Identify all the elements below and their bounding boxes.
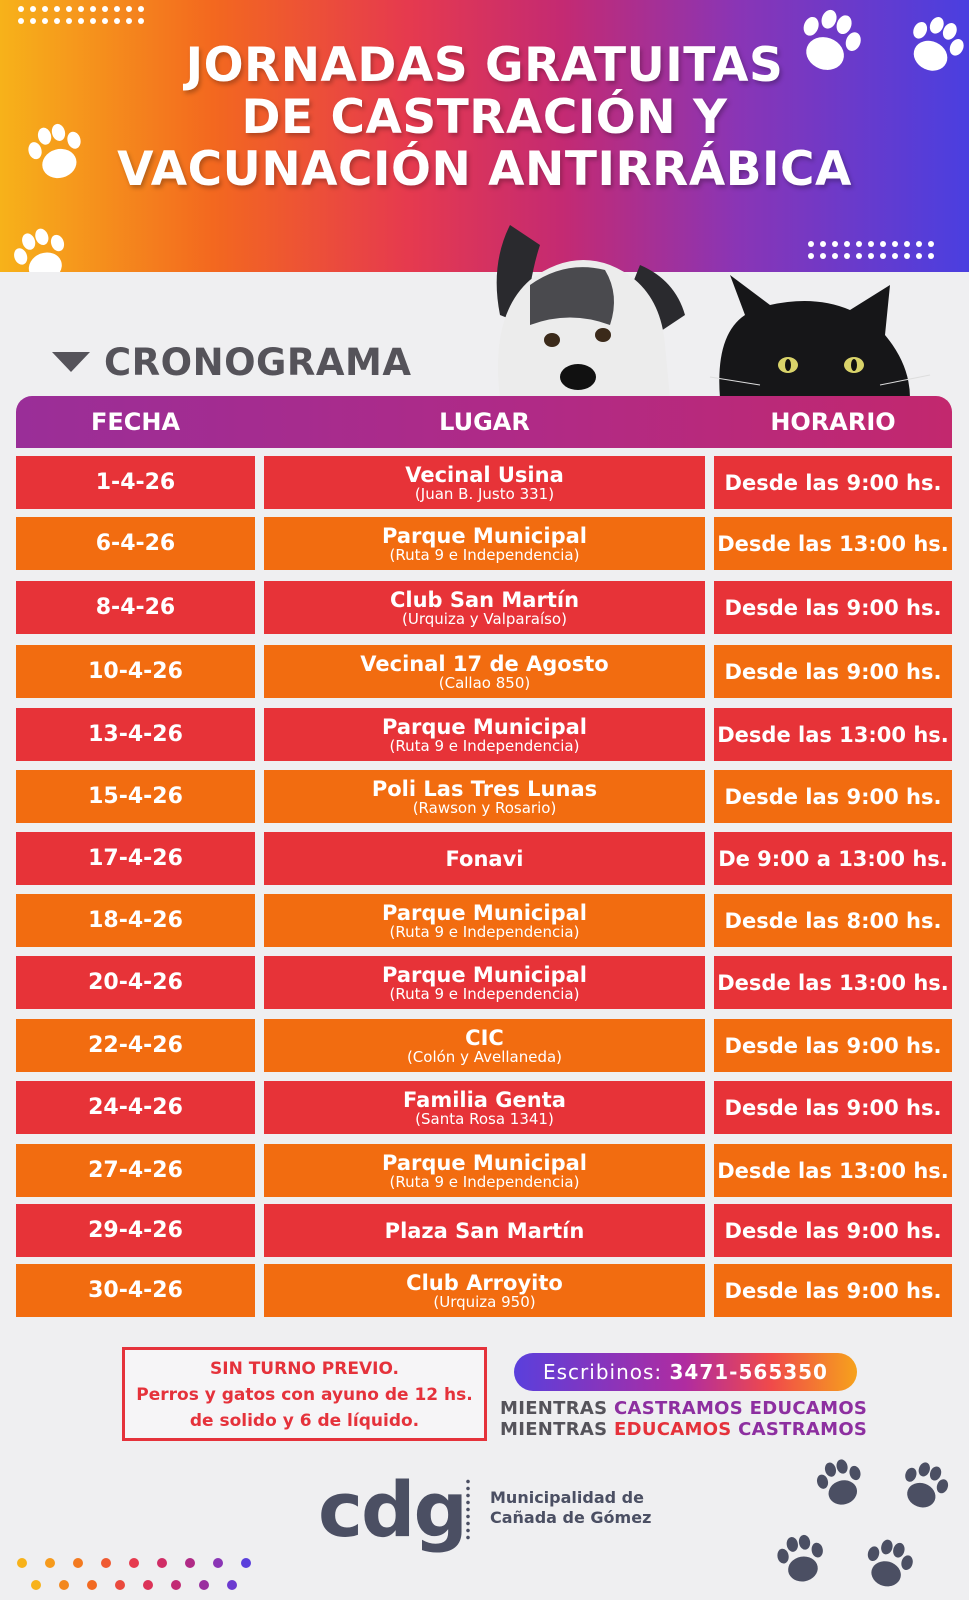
title-line: JORNADAS GRATUITAS [185, 38, 784, 93]
place-address: (Ruta 9 e Independencia) [389, 922, 580, 941]
table-row [16, 956, 952, 1009]
place-name: Familia Genta [403, 1087, 566, 1112]
place-cell [264, 956, 705, 1009]
slogan-word: EDUCAMOS [613, 1419, 732, 1440]
time-cell: Desde las 9:00 hs. [714, 581, 952, 634]
contact-pill[interactable] [514, 1353, 857, 1391]
place-cell [264, 708, 705, 761]
place-cell [264, 645, 705, 698]
paw-icon [895, 1455, 955, 1515]
time-cell: Desde las 13:00 hs. [714, 708, 952, 761]
table-row [16, 1144, 952, 1197]
place-name: CIC [465, 1025, 504, 1050]
place-address: (Colón y Avellaneda) [406, 1047, 563, 1066]
time-cell: Desde las 9:00 hs. [714, 1019, 952, 1072]
divider [466, 1478, 470, 1542]
decorative-color-dots [16, 1555, 256, 1595]
place-name: Poli Las Tres Lunas [371, 776, 598, 801]
date-cell: 22-4-26 [16, 1019, 255, 1072]
section-title: CRONOGRAMA [104, 340, 412, 384]
place-cell [264, 456, 705, 509]
municipality-name [490, 1488, 651, 1528]
notice-line: de solido y 6 de líquido. [189, 1411, 420, 1431]
contact-label: Escribinos: [543, 1360, 663, 1384]
place-address: (Ruta 9 e Independencia) [389, 545, 580, 564]
column-header-time: HORARIO [770, 408, 896, 436]
slogan-line-2 [500, 1419, 867, 1441]
time-cell: Desde las 9:00 hs. [714, 456, 952, 509]
contact-phone[interactable]: 3471-565350 [669, 1360, 828, 1384]
title-line: DE CASTRACIÓN Y [241, 90, 728, 145]
table-row [16, 1204, 952, 1257]
place-address: (Ruta 9 e Independencia) [389, 736, 580, 755]
place-cell [264, 1204, 705, 1257]
table-row [16, 708, 952, 761]
slogan-line-1 [500, 1398, 867, 1420]
slogan-word: EDUCAMOS [749, 1398, 868, 1419]
paw-icon [858, 1532, 920, 1594]
place-name: Plaza San Martín [384, 1218, 585, 1243]
place-cell [264, 1264, 705, 1317]
slogan-word: CASTRAMOS [738, 1419, 868, 1440]
notice-line: SIN TURNO PREVIO. [210, 1359, 399, 1379]
time-cell: Desde las 13:00 hs. [714, 956, 952, 1009]
place-cell [264, 1019, 705, 1072]
slogan-word: CASTRAMOS [613, 1398, 744, 1419]
paw-icon [770, 1527, 832, 1589]
table-row [16, 581, 952, 634]
date-cell: 27-4-26 [16, 1144, 255, 1197]
municipality-line: Cañada de Gómez [490, 1508, 652, 1527]
table-row [16, 517, 952, 570]
place-address: (Urquiza 950) [433, 1292, 536, 1311]
table-row [16, 1081, 952, 1134]
place-cell [264, 770, 705, 823]
place-address: (Ruta 9 e Independencia) [389, 1172, 580, 1191]
place-name: Fonavi [445, 846, 524, 871]
dog-and-cat-illustration [470, 205, 940, 398]
date-cell: 15-4-26 [16, 770, 255, 823]
table-row [16, 1019, 952, 1072]
title-line: VACUNACIÓN ANTIRRÁBICA [117, 142, 852, 197]
table-row [16, 894, 952, 947]
time-cell: Desde las 9:00 hs. [714, 770, 952, 823]
time-cell: Desde las 9:00 hs. [714, 1264, 952, 1317]
date-cell: 29-4-26 [16, 1204, 255, 1257]
place-address: (Callao 850) [438, 673, 531, 692]
table-row [16, 645, 952, 698]
place-cell [264, 894, 705, 947]
slogan-word: MIENTRAS [500, 1419, 608, 1440]
time-cell: De 9:00 a 13:00 hs. [714, 832, 952, 885]
place-name: Vecinal Usina [405, 462, 564, 487]
notice-line: Perros y gatos con ayuno de 12 hs. [136, 1385, 473, 1405]
table-row [16, 456, 952, 509]
date-cell: 30-4-26 [16, 1264, 255, 1317]
page-title [0, 40, 969, 196]
paw-icon [810, 1452, 870, 1512]
place-cell [264, 517, 705, 570]
table-header [16, 396, 952, 448]
date-cell: 10-4-26 [16, 645, 255, 698]
date-cell: 6-4-26 [16, 517, 255, 570]
place-cell [264, 832, 705, 885]
decorative-dots-top-left [18, 6, 144, 24]
place-name: Club Arroyito [406, 1270, 563, 1295]
section-header [52, 342, 411, 382]
place-name: Parque Municipal [382, 523, 587, 548]
time-cell: Desde las 13:00 hs. [714, 517, 952, 570]
place-name: Parque Municipal [382, 714, 587, 739]
time-cell: Desde las 9:00 hs. [714, 1081, 952, 1134]
place-cell [264, 1081, 705, 1134]
time-cell: Desde las 8:00 hs. [714, 894, 952, 947]
place-address: (Juan B. Justo 331) [414, 484, 555, 503]
place-address: (Santa Rosa 1341) [415, 1109, 554, 1128]
date-cell: 8-4-26 [16, 581, 255, 634]
notice-box [122, 1347, 487, 1441]
time-cell: Desde las 13:00 hs. [714, 1144, 952, 1197]
table-row [16, 832, 952, 885]
date-cell: 18-4-26 [16, 894, 255, 947]
place-name: Club San Martín [389, 587, 580, 612]
cat-illustration [710, 275, 930, 398]
table-row [16, 770, 952, 823]
place-address: (Urquiza y Valparaíso) [402, 609, 567, 628]
place-name: Parque Municipal [382, 962, 587, 987]
date-cell: 13-4-26 [16, 708, 255, 761]
date-cell: 1-4-26 [16, 456, 255, 509]
municipality-line: Municipalidad de [490, 1488, 644, 1507]
time-cell: Desde las 9:00 hs. [714, 645, 952, 698]
column-header-place: LUGAR [439, 408, 530, 436]
place-name: Parque Municipal [382, 1150, 587, 1175]
place-address: (Ruta 9 e Independencia) [389, 984, 580, 1003]
place-address: (Rawson y Rosario) [412, 798, 557, 817]
triangle-down-icon [52, 352, 90, 372]
column-header-date: FECHA [90, 408, 181, 436]
place-cell [264, 581, 705, 634]
date-cell: 17-4-26 [16, 832, 255, 885]
place-name: Parque Municipal [382, 900, 587, 925]
dog-illustration [497, 225, 685, 398]
time-cell: Desde las 9:00 hs. [714, 1204, 952, 1257]
paw-icon [6, 220, 76, 272]
cdg-logo: cdg [318, 1465, 466, 1554]
slogan-word: MIENTRAS [500, 1398, 608, 1419]
table-row [16, 1264, 952, 1317]
date-cell: 20-4-26 [16, 956, 255, 1009]
place-name: Vecinal 17 de Agosto [360, 651, 609, 676]
place-cell [264, 1144, 705, 1197]
date-cell: 24-4-26 [16, 1081, 255, 1134]
